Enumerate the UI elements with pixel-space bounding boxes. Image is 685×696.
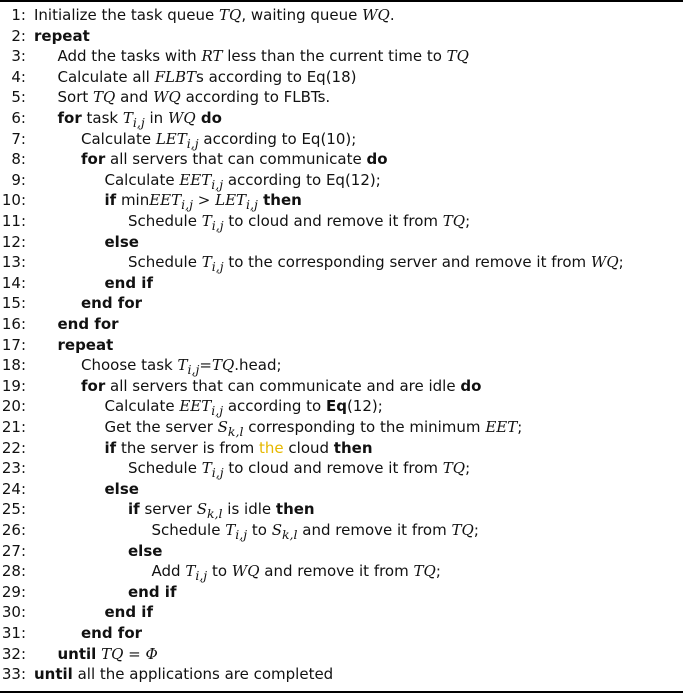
text-segment: ;	[618, 253, 624, 272]
algorithm-line	[0, 46, 683, 66]
math-symbol: TQ	[451, 521, 474, 539]
line-text	[105, 438, 373, 458]
line-number: 29:	[1, 582, 26, 601]
algorithm-line	[0, 87, 683, 107]
text-segment: Schedule	[151, 521, 226, 539]
math-subscript: k,l	[281, 527, 298, 542]
algorithm-line	[0, 602, 683, 622]
line-number: 33:	[1, 665, 26, 684]
line-number: 25:	[1, 500, 26, 519]
math-subscript: i,j	[211, 176, 224, 192]
line-number: 8:	[11, 150, 26, 169]
line-number: 2:	[11, 26, 26, 45]
algorithm-line	[0, 479, 683, 499]
line-number: 18:	[1, 356, 26, 375]
text-segment: .head;	[234, 356, 282, 375]
algorithm-line	[0, 623, 683, 643]
line-text	[105, 232, 139, 252]
keyword: end if	[104, 603, 153, 622]
math-subscript: i,j	[211, 218, 224, 233]
keyword: end if	[128, 582, 177, 601]
math-symbol: WQ	[167, 109, 196, 127]
keyword: end for	[81, 624, 143, 642]
text-segment: Calculate	[104, 170, 180, 189]
math-symbol: T	[177, 356, 188, 375]
algorithm-line	[0, 355, 683, 378]
line-text	[58, 46, 469, 66]
line-text	[81, 149, 388, 169]
algorithm-line	[0, 417, 683, 437]
text-segment: Add	[151, 562, 186, 581]
text-segment: task	[81, 109, 123, 127]
keyword: else	[104, 479, 139, 498]
line-number: 3:	[11, 47, 26, 66]
algorithm-line	[0, 190, 683, 213]
algorithm-line	[0, 5, 683, 25]
text-segment: Sort	[57, 88, 94, 107]
keyword: repeat	[34, 26, 90, 45]
keyword: if	[104, 438, 117, 457]
keyword: then	[333, 438, 373, 457]
text-segment: ;	[465, 459, 471, 478]
line-number: 16:	[1, 315, 26, 333]
line-number: 27:	[1, 541, 26, 560]
text-segment: and remove it from	[259, 562, 414, 581]
algorithm-line	[0, 664, 683, 684]
keyword: else	[104, 232, 139, 251]
keyword: end for	[81, 294, 143, 313]
math-symbol: S	[271, 521, 282, 539]
line-number: 7:	[11, 129, 26, 148]
text-segment: all servers that can communicate and are idle	[105, 376, 461, 395]
keyword: do	[366, 150, 388, 169]
text-segment: to cloud and remove it from	[223, 459, 443, 478]
math-symbol: LET	[155, 129, 187, 148]
math-symbol: WQ	[231, 562, 260, 581]
algorithm-line	[0, 293, 683, 313]
math-symbol: FLBT	[154, 67, 197, 86]
keyword: until	[34, 665, 73, 684]
keyword: if	[128, 500, 140, 519]
math-symbol: WQ	[590, 253, 619, 272]
text-segment: in	[144, 109, 168, 127]
math-symbol: TQ	[211, 356, 235, 375]
line-number: 23:	[1, 459, 26, 478]
math-subscript: i,j	[187, 362, 200, 378]
algorithm-line	[0, 232, 683, 252]
algorithm-line	[0, 541, 683, 561]
keyword: else	[128, 541, 163, 560]
algorithm-line	[0, 438, 683, 458]
algorithm-line	[0, 170, 683, 190]
line-number: 14:	[1, 273, 26, 292]
text-segment: (12);	[346, 397, 383, 416]
text-segment: , waiting queue	[241, 6, 363, 24]
math-symbol: EET	[179, 397, 212, 416]
algorithm-line	[0, 26, 683, 46]
keyword: until	[57, 644, 97, 663]
line-number: 17:	[1, 335, 26, 354]
math-symbol: RT	[201, 47, 223, 66]
math-symbol: LET	[215, 191, 247, 210]
line-number: 4:	[11, 67, 26, 86]
math-subscript: i,j	[195, 568, 208, 584]
text-segment: ;	[517, 418, 523, 436]
line-number: 32:	[1, 644, 26, 663]
algorithm-line	[0, 273, 683, 293]
text-segment: to	[247, 521, 272, 539]
math-subscript: i,j	[211, 465, 224, 481]
text-segment: according to Eq(10);	[198, 129, 357, 148]
text-segment: Calculate	[81, 129, 156, 148]
text-segment: Schedule	[128, 253, 202, 272]
keyword: do	[460, 376, 482, 395]
line-number: 12:	[1, 232, 26, 251]
keyword: end for	[57, 315, 119, 333]
text-segment: Get the server	[104, 418, 218, 436]
math-subscript: i,j	[211, 403, 224, 419]
math-symbol: T	[122, 109, 133, 127]
math-symbol: EET	[485, 418, 518, 436]
algorithm-line	[0, 335, 683, 355]
line-text	[105, 273, 153, 293]
math-symbol: TQ	[442, 212, 466, 230]
algorithm-line	[0, 149, 683, 169]
line-number: 9:	[11, 170, 26, 189]
algorithm-line	[0, 211, 683, 231]
line-text	[58, 314, 119, 334]
math-subscript: i,j	[246, 197, 258, 213]
text-segment: ;	[435, 562, 441, 581]
line-number: 26:	[1, 521, 26, 539]
algorithm-line	[0, 314, 683, 334]
keyword: for	[81, 150, 106, 169]
line-text	[81, 376, 481, 396]
line-number: 11:	[1, 212, 26, 230]
line-number: 24:	[1, 479, 26, 498]
algorithm-line	[0, 108, 683, 128]
text-segment: is idle	[222, 500, 276, 519]
math-symbol: >	[193, 191, 216, 210]
math-symbol: T	[201, 253, 212, 272]
line-text	[128, 582, 176, 602]
keyword: if	[104, 191, 117, 210]
text-segment: according to	[223, 397, 326, 416]
math-symbol: = Φ	[123, 644, 158, 663]
text-segment: min	[116, 191, 150, 210]
text-segment: less than the current time to	[222, 47, 447, 66]
math-symbol: EET	[149, 191, 182, 210]
algorithm-line	[0, 376, 683, 396]
line-text	[105, 479, 139, 499]
text-segment: Choose task	[81, 356, 178, 375]
line-text	[105, 602, 153, 622]
text-segment: all servers that can communicate	[105, 150, 367, 169]
text-segment: Initialize the task queue	[34, 6, 220, 24]
math-subscript: k,l	[227, 424, 244, 439]
text-segment: all the applications are completed	[72, 665, 334, 684]
line-number: 1:	[11, 6, 26, 24]
text-segment: ;	[473, 521, 479, 539]
line-text	[128, 541, 162, 561]
line-text	[34, 26, 90, 46]
text-segment: to cloud and remove it from	[223, 212, 443, 230]
line-text	[58, 644, 158, 664]
line-text	[34, 664, 333, 684]
text-segment: according to FLBTs.	[180, 88, 331, 107]
algorithm-line	[0, 396, 683, 419]
keyword: then	[275, 500, 315, 519]
math-symbol: TQ	[219, 6, 242, 24]
text-segment: Schedule	[128, 212, 202, 230]
math-symbol: TQ	[93, 88, 116, 107]
line-number: 31:	[1, 624, 26, 642]
text-segment: and remove it from	[297, 521, 452, 539]
math-symbol: TQ	[446, 47, 469, 66]
math-symbol: TQ	[442, 459, 466, 478]
math-symbol: S	[217, 418, 228, 436]
highlighted-word: the	[259, 438, 284, 457]
keyword: then	[257, 191, 302, 210]
math-subscript: i,j	[235, 527, 248, 542]
math-symbol: T	[201, 459, 212, 478]
keyword: for	[57, 109, 82, 127]
text-segment: according to Eq(12);	[223, 170, 381, 189]
keyword: for	[81, 376, 106, 395]
line-text	[58, 335, 114, 355]
text-segment: s according to Eq(18)	[196, 67, 357, 86]
line-text	[58, 67, 357, 87]
keyword: do	[195, 109, 222, 127]
algorithm-line	[0, 499, 683, 522]
line-number: 6:	[11, 109, 26, 127]
line-text	[81, 623, 142, 643]
text-segment: to	[207, 562, 232, 581]
math-symbol: WQ	[153, 88, 181, 107]
math-subscript: i,j	[132, 115, 145, 130]
math-symbol: TQ	[413, 562, 436, 581]
algorithm-line	[0, 129, 683, 149]
math-subscript: i,j	[211, 259, 224, 275]
text-segment: Calculate all	[57, 67, 155, 86]
text-segment: .	[389, 6, 395, 24]
text-segment: corresponding to the minimum	[243, 418, 486, 436]
text-segment: Add the tasks with	[57, 47, 202, 66]
line-number: 19:	[1, 376, 26, 395]
text-segment: cloud	[283, 438, 334, 457]
math-symbol: TQ	[101, 644, 124, 663]
line-number: 10:	[1, 191, 26, 210]
algorithm-line	[0, 520, 683, 540]
text-segment: and	[115, 88, 154, 107]
math-symbol: WQ	[362, 6, 390, 24]
math-symbol: S	[196, 500, 207, 519]
keyword: repeat	[57, 335, 114, 354]
math-subscript: i,j	[181, 197, 193, 213]
line-text	[58, 87, 331, 107]
algorithm-line	[0, 561, 683, 584]
text-segment: to the corresponding server and remove it from	[223, 253, 591, 272]
algorithm-line	[0, 582, 683, 602]
text-segment: server	[139, 500, 197, 519]
math-subscript: k,l	[206, 506, 223, 522]
math-subscript: i,j	[186, 135, 199, 151]
line-number: 21:	[1, 418, 26, 436]
math-symbol: T	[185, 562, 196, 581]
keyword: Eq	[325, 397, 347, 416]
line-number: 20:	[1, 397, 26, 416]
line-text	[34, 5, 395, 25]
line-number: 13:	[1, 253, 26, 272]
line-number: 5:	[11, 88, 26, 107]
algorithm-line	[0, 458, 683, 481]
text-segment: Calculate	[104, 397, 180, 416]
math-symbol: EET	[179, 170, 212, 189]
math-symbol: T	[201, 212, 212, 230]
algorithm-line	[0, 644, 683, 664]
math-symbol: T	[225, 521, 236, 539]
algorithm-line	[0, 67, 683, 87]
line-number: 15:	[1, 294, 26, 313]
text-segment: the server is from	[116, 438, 260, 457]
text-segment: Schedule	[128, 459, 202, 478]
line-number: 22:	[1, 438, 26, 457]
algorithm-line	[0, 252, 683, 275]
line-text	[81, 293, 142, 313]
math-symbol: =	[199, 356, 212, 375]
keyword: end if	[104, 273, 153, 292]
text-segment: ;	[465, 212, 471, 230]
line-number: 30:	[1, 603, 26, 622]
line-number: 28:	[1, 562, 26, 581]
